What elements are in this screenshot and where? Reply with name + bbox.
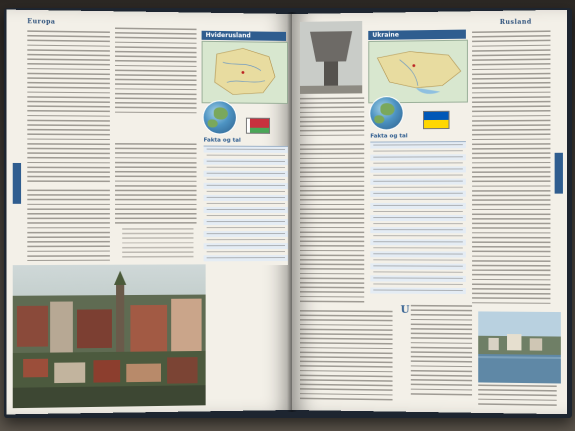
map-ukraine	[368, 40, 468, 104]
right-text-under-photo	[300, 97, 364, 138]
facts-title-left: Fakta og tal	[203, 137, 241, 144]
drop-cap: U	[400, 304, 410, 316]
globe-icon	[204, 101, 236, 133]
flag-belarus-icon	[246, 118, 270, 134]
map-belarus	[202, 41, 288, 104]
photo-caption-lines	[122, 228, 193, 258]
left-text-column-1	[27, 30, 110, 183]
city-photo-drawing	[13, 264, 206, 408]
right-intro-text	[411, 305, 472, 397]
right-text-column-1	[300, 144, 364, 305]
map-ukraine-drawing	[369, 41, 467, 103]
flag-ukraine-icon	[423, 111, 450, 129]
country-heading-left: Hviderusland	[202, 31, 286, 41]
globe-icon-right	[370, 97, 402, 129]
country-heading-right: Ukraine	[368, 30, 466, 40]
left-side-tab	[13, 163, 21, 204]
right-bottom-caption	[478, 384, 556, 405]
facts-table-left	[204, 146, 288, 266]
left-page	[6, 10, 292, 415]
monument-photo-drawing	[300, 21, 362, 94]
right-bottom-left-text	[300, 310, 393, 401]
river-city-photo-drawing	[478, 311, 561, 383]
right-page	[292, 10, 567, 414]
river-city-photo	[478, 311, 561, 383]
monument-photo	[300, 21, 362, 94]
left-page-header: Europa	[27, 18, 56, 26]
right-side-tab	[555, 153, 563, 194]
city-photo	[13, 264, 206, 408]
left-text-column-1b	[27, 190, 110, 261]
left-text-column-2b	[115, 143, 197, 224]
right-page-header: Rusland	[499, 18, 532, 27]
facts-title-right: Fakta og tal	[370, 133, 408, 140]
left-text-column-2	[115, 27, 197, 114]
right-text-column-2	[472, 30, 550, 305]
map-belarus-drawing	[203, 42, 287, 103]
facts-table-right	[370, 141, 466, 294]
